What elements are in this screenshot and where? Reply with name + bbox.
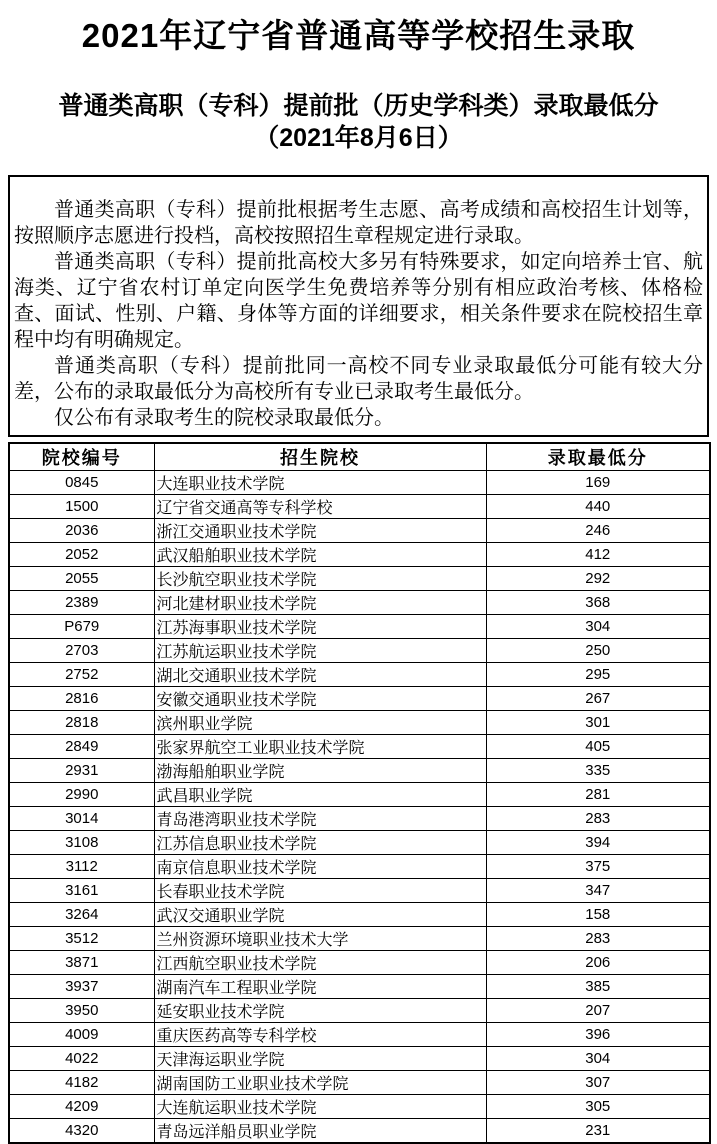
cell-code: 4009 (9, 1023, 154, 1047)
table-row (9, 855, 710, 879)
cell-school: 渤海船舶职业学院 (154, 759, 486, 783)
table-row (9, 735, 710, 759)
cell-score: 283 (486, 807, 710, 831)
cell-score: 295 (486, 663, 710, 687)
table-row (9, 543, 710, 567)
table-row (9, 807, 710, 831)
cell-score: 412 (486, 543, 710, 567)
cell-score: 304 (486, 615, 710, 639)
cell-score: 281 (486, 783, 710, 807)
table-row (9, 831, 710, 855)
cell-score: 301 (486, 711, 710, 735)
table-row (9, 1119, 710, 1144)
table-row (9, 759, 710, 783)
table-row (9, 639, 710, 663)
cell-school: 湖北交通职业技术学院 (154, 663, 486, 687)
cell-code: 4022 (9, 1047, 154, 1071)
cell-code: 2818 (9, 711, 154, 735)
header-cell-score: 录取最低分 (486, 443, 710, 471)
cell-score: 347 (486, 879, 710, 903)
header-cell-school: 招生院校 (154, 443, 486, 471)
table-row (9, 663, 710, 687)
table-row (9, 495, 710, 519)
cell-score: 307 (486, 1071, 710, 1095)
cell-code: 3161 (9, 879, 154, 903)
cell-school: 安徽交通职业技术学院 (154, 687, 486, 711)
cell-code: 2849 (9, 735, 154, 759)
cell-school: 武汉船舶职业技术学院 (154, 543, 486, 567)
cell-school: 大连职业技术学院 (154, 471, 486, 495)
cell-score: 206 (486, 951, 710, 975)
table-row (9, 951, 710, 975)
cell-score: 169 (486, 471, 710, 495)
cell-school: 兰州资源环境职业技术大学 (154, 927, 486, 951)
cell-score: 283 (486, 927, 710, 951)
cell-code: 3937 (9, 975, 154, 999)
cell-code: 3112 (9, 855, 154, 879)
table-row (9, 687, 710, 711)
cell-school: 江苏航运职业技术学院 (154, 639, 486, 663)
table-row (9, 591, 710, 615)
intro-paragraph-4: 仅公布有录取考生的院校录取最低分。 (54, 407, 394, 429)
cell-school: 天津海运职业学院 (154, 1047, 486, 1071)
table-row (9, 1071, 710, 1095)
cell-school: 江苏信息职业技术学院 (154, 831, 486, 855)
intro-paragraph-3: 普通类高职（专科）提前批同一高校不同专业录取最低分可能有较大分差，公布的录取最低分为高校所有专业已录取考生最低分。 (14, 355, 703, 403)
cell-school: 武汉交通职业学院 (154, 903, 486, 927)
table-row (9, 879, 710, 903)
cell-school: 长春职业技术学院 (154, 879, 486, 903)
cell-score: 368 (486, 591, 710, 615)
header-cell-code: 院校编号 (9, 443, 154, 471)
cell-score: 385 (486, 975, 710, 999)
table-row (9, 471, 710, 495)
cell-code: 4209 (9, 1095, 154, 1119)
cell-school: 延安职业技术学院 (154, 999, 486, 1023)
cell-school: 湖南汽车工程职业学院 (154, 975, 486, 999)
cell-code: 3014 (9, 807, 154, 831)
cell-school: 河北建材职业技术学院 (154, 591, 486, 615)
cell-school: 南京信息职业技术学院 (154, 855, 486, 879)
cell-school: 辽宁省交通高等专科学校 (154, 495, 486, 519)
cell-school: 青岛港湾职业技术学院 (154, 807, 486, 831)
cell-code: 4320 (9, 1119, 154, 1144)
cell-score: 292 (486, 567, 710, 591)
cell-code: 2055 (9, 567, 154, 591)
cell-school: 大连航运职业技术学院 (154, 1095, 486, 1119)
cell-school: 武昌职业学院 (154, 783, 486, 807)
cell-code: 2052 (9, 543, 154, 567)
table-body (9, 471, 710, 1144)
page-title: 2021年辽宁省普通高等学校招生录取 (81, 17, 636, 54)
subtitle-line-1: 普通类高职（专科）提前批（历史学科类）录取最低分 (58, 92, 659, 120)
table-row (9, 927, 710, 951)
cell-score: 267 (486, 687, 710, 711)
table-row (9, 999, 710, 1023)
intro-paragraph-2: 普通类高职（专科）提前批高校大多另有特殊要求，如定向培养士官、航海类、辽宁省农村订单定向医学生免费培养等分别有相应政治考核、体格检查、面试、性别、户籍、身体等方面的详细要求，相关条件要求在院校招生章程中均有明确规定。 (14, 251, 703, 351)
cell-school: 江西航空职业技术学院 (154, 951, 486, 975)
cell-code: 2931 (9, 759, 154, 783)
cell-school: 重庆医药高等专科学校 (154, 1023, 486, 1047)
cell-code: 2389 (9, 591, 154, 615)
cell-score: 335 (486, 759, 710, 783)
cell-score: 440 (486, 495, 710, 519)
table-row (9, 567, 710, 591)
cell-code: 2703 (9, 639, 154, 663)
cell-code: 0845 (9, 471, 154, 495)
cell-score: 405 (486, 735, 710, 759)
cell-code: 4182 (9, 1071, 154, 1095)
scores-table (8, 442, 711, 1144)
intro-box (8, 175, 709, 437)
table-row (9, 903, 710, 927)
cell-school: 浙江交通职业技术学院 (154, 519, 486, 543)
table-row (9, 615, 710, 639)
cell-code: 2036 (9, 519, 154, 543)
cell-score: 158 (486, 903, 710, 927)
table-row (9, 1023, 710, 1047)
cell-school: 张家界航空工业职业技术学院 (154, 735, 486, 759)
cell-score: 304 (486, 1047, 710, 1071)
page-subtitle (0, 90, 717, 154)
cell-school: 青岛远洋船员职业学院 (154, 1119, 486, 1144)
cell-school: 湖南国防工业职业技术学院 (154, 1071, 486, 1095)
cell-code: 3950 (9, 999, 154, 1023)
cell-code: 3108 (9, 831, 154, 855)
cell-score: 207 (486, 999, 710, 1023)
cell-school: 江苏海事职业技术学院 (154, 615, 486, 639)
cell-score: 394 (486, 831, 710, 855)
cell-score: 246 (486, 519, 710, 543)
cell-code: 3264 (9, 903, 154, 927)
table-row (9, 1095, 710, 1119)
table-row (9, 1047, 710, 1071)
cell-school: 长沙航空职业技术学院 (154, 567, 486, 591)
cell-code: 3871 (9, 951, 154, 975)
cell-code: 2752 (9, 663, 154, 687)
table-row (9, 783, 710, 807)
cell-score: 305 (486, 1095, 710, 1119)
table-header-row (9, 443, 710, 471)
table-row (9, 975, 710, 999)
cell-score: 396 (486, 1023, 710, 1047)
cell-code: 3512 (9, 927, 154, 951)
table-row (9, 519, 710, 543)
cell-code: 2816 (9, 687, 154, 711)
cell-code: 2990 (9, 783, 154, 807)
cell-school: 滨州职业学院 (154, 711, 486, 735)
subtitle-line-2: （2021年8月6日） (254, 124, 463, 152)
cell-code: 1500 (9, 495, 154, 519)
table-row (9, 711, 710, 735)
cell-score: 231 (486, 1119, 710, 1144)
cell-score: 375 (486, 855, 710, 879)
cell-score: 250 (486, 639, 710, 663)
cell-code: P679 (9, 615, 154, 639)
intro-paragraph-1: 普通类高职（专科）提前批根据考生志愿、高考成绩和高校招生计划等，按照顺序志愿进行投档，高校按照招生章程规定进行录取。 (14, 199, 703, 247)
